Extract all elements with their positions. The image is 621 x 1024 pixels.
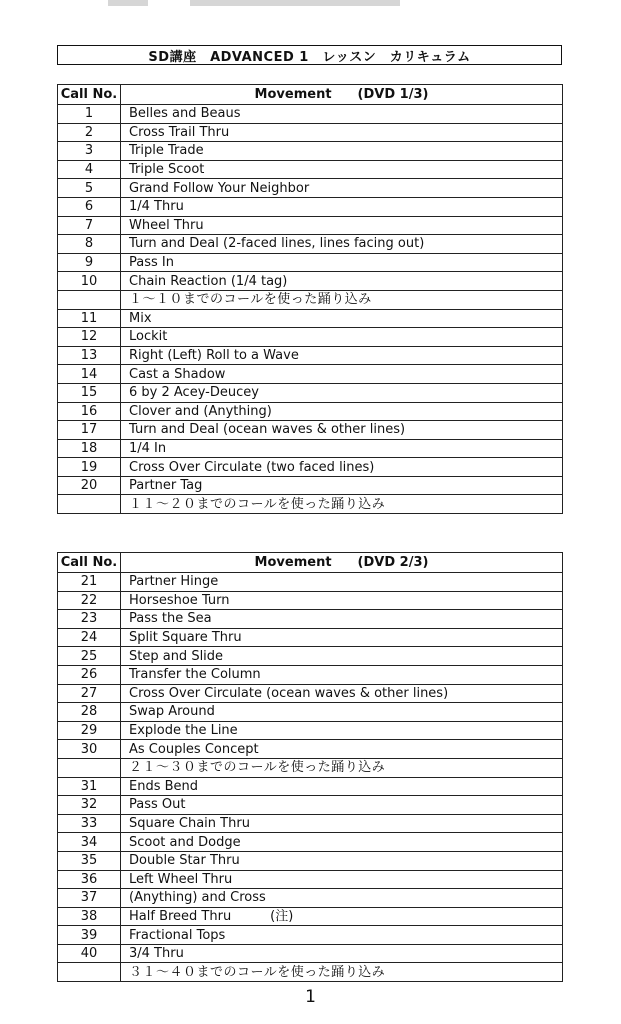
table-row	[58, 721, 563, 740]
table-row	[58, 665, 563, 684]
call-number-cell: 17	[58, 421, 121, 440]
call-number-cell: 40	[58, 944, 121, 963]
table-row	[58, 197, 563, 216]
table-row	[58, 870, 563, 889]
movement-cell: (Anything) and Cross	[121, 889, 563, 908]
call-number-cell: 15	[58, 383, 121, 402]
table-row	[58, 142, 563, 161]
movement-cell: Pass In	[121, 253, 563, 272]
table-row	[58, 383, 563, 402]
curriculum-table-1	[57, 84, 563, 514]
movement-cell: Cross Trail Thru	[121, 123, 563, 142]
movement-cell: Triple Scoot	[121, 160, 563, 179]
table-row	[58, 610, 563, 629]
call-number-cell: 21	[58, 573, 121, 592]
header-movement	[121, 553, 563, 573]
table-row	[58, 740, 563, 759]
table-row	[58, 628, 563, 647]
call-number-cell: 9	[58, 253, 121, 272]
movement-cell: Explode the Line	[121, 721, 563, 740]
scan-artifact	[108, 0, 148, 6]
table-row	[58, 402, 563, 421]
call-number-cell	[58, 963, 121, 982]
header-call-no: Call No.	[58, 553, 121, 573]
practice-note-cell: ３１～４０までのコールを使った踊り込み	[121, 963, 563, 982]
movement-cell: Ends Bend	[121, 777, 563, 796]
movement-cell: 3/4 Thru	[121, 944, 563, 963]
table-row	[58, 796, 563, 815]
practice-note-row	[58, 758, 563, 777]
call-number-cell: 12	[58, 328, 121, 347]
table-row	[58, 926, 563, 945]
movement-cell: Cross Over Circulate (two faced lines)	[121, 458, 563, 477]
movement-cell: Clover and (Anything)	[121, 402, 563, 421]
movement-cell: Mix	[121, 309, 563, 328]
table-row	[58, 591, 563, 610]
call-number-cell: 5	[58, 179, 121, 198]
table-row	[58, 684, 563, 703]
table-row	[58, 253, 563, 272]
call-number-cell: 2	[58, 123, 121, 142]
header-call-no: Call No.	[58, 85, 121, 105]
call-number-cell: 4	[58, 160, 121, 179]
movement-cell: Square Chain Thru	[121, 814, 563, 833]
call-number-cell: 31	[58, 777, 121, 796]
table-row	[58, 235, 563, 254]
movement-cell: Horseshoe Turn	[121, 591, 563, 610]
call-number-cell: 19	[58, 458, 121, 477]
call-number-cell: 29	[58, 721, 121, 740]
table-row	[58, 365, 563, 384]
header-dvd-label: (DVD 1/3)	[357, 87, 429, 102]
movement-cell: 1/4 In	[121, 439, 563, 458]
table-row	[58, 458, 563, 477]
table-header-row	[58, 85, 563, 105]
practice-note-row	[58, 963, 563, 982]
movement-cell: Turn and Deal (2-faced lines, lines facing out)	[121, 235, 563, 254]
header-movement-label: Movement	[254, 87, 332, 102]
call-number-cell: 30	[58, 740, 121, 759]
header-dvd-label: (DVD 2/3)	[357, 555, 429, 570]
call-number-cell: 8	[58, 235, 121, 254]
call-number-cell: 36	[58, 870, 121, 889]
table-row	[58, 777, 563, 796]
call-number-cell: 25	[58, 647, 121, 666]
call-number-cell	[58, 290, 121, 309]
call-number-cell: 7	[58, 216, 121, 235]
table-row	[58, 421, 563, 440]
table-row	[58, 476, 563, 495]
call-number-cell: 32	[58, 796, 121, 815]
table-row	[58, 105, 563, 124]
table-row	[58, 346, 563, 365]
table-row	[58, 272, 563, 291]
movement-cell: Double Star Thru	[121, 851, 563, 870]
movement-cell: 1/4 Thru	[121, 197, 563, 216]
movement-cell: Right (Left) Roll to a Wave	[121, 346, 563, 365]
movement-cell: Fractional Tops	[121, 926, 563, 945]
table-row	[58, 833, 563, 852]
call-number-cell: 34	[58, 833, 121, 852]
movement-cell: Turn and Deal (ocean waves & other lines)	[121, 421, 563, 440]
movement-cell: Belles and Beaus	[121, 105, 563, 124]
table-row	[58, 328, 563, 347]
practice-note-cell: ２１～３０までのコールを使った踊り込み	[121, 758, 563, 777]
movement-cell: 6 by 2 Acey-Deucey	[121, 383, 563, 402]
movement-cell: Cast a Shadow	[121, 365, 563, 384]
movement-cell: Lockit	[121, 328, 563, 347]
page-number: 1	[305, 987, 316, 1007]
movement-cell: Chain Reaction (1/4 tag)	[121, 272, 563, 291]
call-number-cell: 24	[58, 628, 121, 647]
call-number-cell: 1	[58, 105, 121, 124]
page-title: SD講座 ADVANCED 1 レッスン カリキュラム	[57, 45, 562, 65]
practice-note-cell: １１～２０までのコールを使った踊り込み	[121, 495, 563, 514]
call-number-cell: 22	[58, 591, 121, 610]
movement-cell: Half Breed Thru (注)	[121, 907, 563, 926]
call-number-cell: 38	[58, 907, 121, 926]
call-number-cell: 39	[58, 926, 121, 945]
table-row	[58, 216, 563, 235]
call-number-cell: 28	[58, 703, 121, 722]
movement-cell: Split Square Thru	[121, 628, 563, 647]
table-row	[58, 851, 563, 870]
movement-cell: Scoot and Dodge	[121, 833, 563, 852]
curriculum-table-2	[57, 552, 563, 982]
call-number-cell: 27	[58, 684, 121, 703]
call-number-cell	[58, 495, 121, 514]
table-row	[58, 647, 563, 666]
call-number-cell: 37	[58, 889, 121, 908]
call-number-cell: 10	[58, 272, 121, 291]
table-row	[58, 179, 563, 198]
header-movement	[121, 85, 563, 105]
movement-cell: Swap Around	[121, 703, 563, 722]
movement-cell: Cross Over Circulate (ocean waves & other lines)	[121, 684, 563, 703]
call-number-cell: 20	[58, 476, 121, 495]
table-row	[58, 944, 563, 963]
call-number-cell: 26	[58, 665, 121, 684]
call-number-cell: 23	[58, 610, 121, 629]
practice-note-row	[58, 495, 563, 514]
table-row	[58, 309, 563, 328]
movement-cell: Step and Slide	[121, 647, 563, 666]
header-movement-label: Movement	[254, 555, 332, 570]
movement-cell: Transfer the Column	[121, 665, 563, 684]
call-number-cell	[58, 758, 121, 777]
movement-cell: Partner Tag	[121, 476, 563, 495]
call-number-cell: 3	[58, 142, 121, 161]
movement-cell: Left Wheel Thru	[121, 870, 563, 889]
call-number-cell: 11	[58, 309, 121, 328]
movement-cell: As Couples Concept	[121, 740, 563, 759]
call-number-cell: 16	[58, 402, 121, 421]
call-number-cell: 35	[58, 851, 121, 870]
call-number-cell: 13	[58, 346, 121, 365]
call-number-cell: 14	[58, 365, 121, 384]
practice-note-cell: １～１０までのコールを使った踊り込み	[121, 290, 563, 309]
table-row	[58, 889, 563, 908]
movement-cell: Pass the Sea	[121, 610, 563, 629]
call-number-cell: 33	[58, 814, 121, 833]
table-row	[58, 703, 563, 722]
call-number-cell: 18	[58, 439, 121, 458]
table-row	[58, 814, 563, 833]
call-number-cell: 6	[58, 197, 121, 216]
practice-note-row	[58, 290, 563, 309]
table-row	[58, 907, 563, 926]
movement-cell: Pass Out	[121, 796, 563, 815]
table-row	[58, 123, 563, 142]
table-header-row	[58, 553, 563, 573]
table-row	[58, 573, 563, 592]
table-row	[58, 160, 563, 179]
movement-cell: Wheel Thru	[121, 216, 563, 235]
scan-artifact	[190, 0, 400, 6]
movement-cell: Triple Trade	[121, 142, 563, 161]
movement-cell: Grand Follow Your Neighbor	[121, 179, 563, 198]
movement-cell: Partner Hinge	[121, 573, 563, 592]
table-row	[58, 439, 563, 458]
